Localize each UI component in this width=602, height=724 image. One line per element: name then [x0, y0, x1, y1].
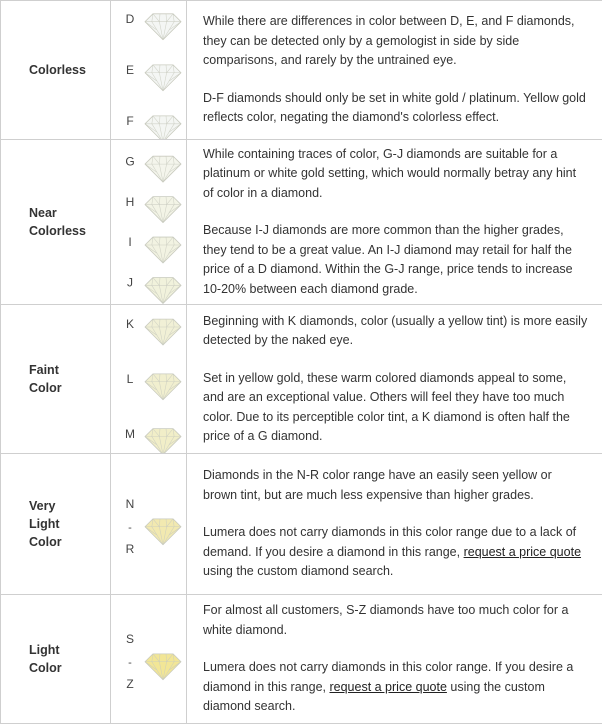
category-word: Near — [29, 204, 104, 222]
grade-illustration — [111, 454, 187, 594]
grade-description — [187, 305, 602, 454]
category-word: Colorless — [29, 222, 104, 240]
category-word: Faint — [29, 361, 104, 379]
grade-cell — [111, 305, 187, 454]
grade-cell — [111, 454, 187, 595]
grade-letter: F — [126, 114, 133, 128]
grade-description — [187, 140, 602, 305]
category-label — [1, 595, 111, 724]
grade-letter: K — [126, 317, 134, 331]
grade-illustration — [111, 140, 187, 304]
svg-text:Z: Z — [126, 677, 133, 691]
request-price-quote-link[interactable]: request a price quote — [464, 545, 581, 559]
description-paragraph: D-F diamonds should only be set in white gold / platinum. Yellow gold reflects color, negating the diamond's colorless effect. — [203, 89, 588, 128]
category-label — [1, 454, 111, 595]
grade-row — [1, 454, 602, 595]
grade-illustration — [111, 305, 187, 453]
category-label — [1, 305, 111, 454]
grade-letter: L — [127, 372, 134, 386]
grade-letter: M — [125, 427, 135, 441]
category-word: Colorless — [29, 61, 104, 79]
diamond-icon — [145, 116, 181, 139]
grade-cell — [111, 595, 187, 724]
description-paragraph: For almost all customers, S-Z diamonds have too much color for a white diamond. — [203, 601, 588, 640]
svg-text:R: R — [126, 542, 135, 556]
grade-row — [1, 1, 602, 140]
table-body — [1, 1, 602, 724]
diamond-icon — [145, 65, 181, 91]
description-paragraph: Beginning with K diamonds, color (usually a yellow tint) is more easily detected by the naked eye. — [203, 312, 588, 351]
diamond-icon — [145, 278, 181, 304]
grade-letter: I — [128, 235, 131, 249]
svg-text:S: S — [126, 632, 134, 646]
category-word: Very — [29, 497, 104, 515]
svg-text:-: - — [128, 657, 132, 669]
diamond-icon — [145, 237, 181, 263]
description-paragraph: While containing traces of color, G-J diamonds are suitable for a platinum or white gold setting, which would normally betray any hint of color in a diamond. — [203, 145, 588, 204]
grade-description — [187, 595, 602, 724]
grade-illustration — [111, 1, 187, 139]
description-paragraph: While there are differences in color between D, E, and F diamonds, they can be detected only by a gemologist in side by side comparisons, and rarely by the untrained eye. — [203, 12, 588, 71]
description-paragraph: Set in yellow gold, these warm colored diamonds appeal to some, and are an exceptional value. Others will feel they have too much color. Due to its perceptible color tint, a K diamond is often half the price of a G diamond. — [203, 369, 588, 447]
diamond-icon — [145, 429, 181, 453]
grade-range-label — [126, 497, 135, 556]
description-paragraph: Lumera does not carry diamonds in this color range due to a lack of demand. If you desire a diamond in this range, request a price quote using the custom diamond search. — [203, 523, 588, 582]
grade-letter: J — [127, 276, 133, 290]
category-word: Color — [29, 379, 104, 397]
diamond-icon — [145, 319, 181, 345]
diamond-icon — [145, 197, 181, 223]
grade-cell — [111, 1, 187, 140]
grade-letter: H — [126, 195, 135, 209]
category-label — [1, 1, 111, 140]
grade-description — [187, 1, 602, 140]
grade-cell — [111, 140, 187, 305]
grade-row — [1, 305, 602, 454]
description-paragraph: Because I-J diamonds are more common than the higher grades, they tend to be a great value. An I-J diamond may retail for half the price of a D diamond. Within the G-J range, price tends to increase 10-20% between each diamond grade. — [203, 221, 588, 299]
category-word: Color — [29, 533, 104, 551]
diamond-icon — [145, 156, 181, 182]
category-word: Color — [29, 659, 104, 677]
category-word: Light — [29, 515, 104, 533]
diamond-icon — [145, 14, 181, 40]
description-paragraph: Diamonds in the N-R color range have an easily seen yellow or brown tint, but are much less expensive than higher grades. — [203, 466, 588, 505]
diamond-icon — [145, 519, 181, 545]
grade-letter: E — [126, 63, 134, 77]
category-label — [1, 140, 111, 305]
request-price-quote-link[interactable]: request a price quote — [329, 680, 446, 694]
grade-illustration — [111, 595, 187, 723]
grade-range-label — [126, 632, 134, 691]
diamond-icon — [145, 654, 181, 680]
grade-letter: G — [125, 154, 134, 168]
diamond-icon — [145, 374, 181, 400]
description-paragraph: Lumera does not carry diamonds in this color range. If you desire a diamond in this range, request a price quote using the custom diamond search. — [203, 658, 588, 717]
svg-text:N: N — [126, 497, 135, 511]
svg-text:-: - — [128, 522, 132, 534]
grade-description — [187, 454, 602, 595]
category-word: Light — [29, 641, 104, 659]
grade-row — [1, 595, 602, 724]
grade-row — [1, 140, 602, 305]
grade-letter: D — [126, 12, 135, 26]
